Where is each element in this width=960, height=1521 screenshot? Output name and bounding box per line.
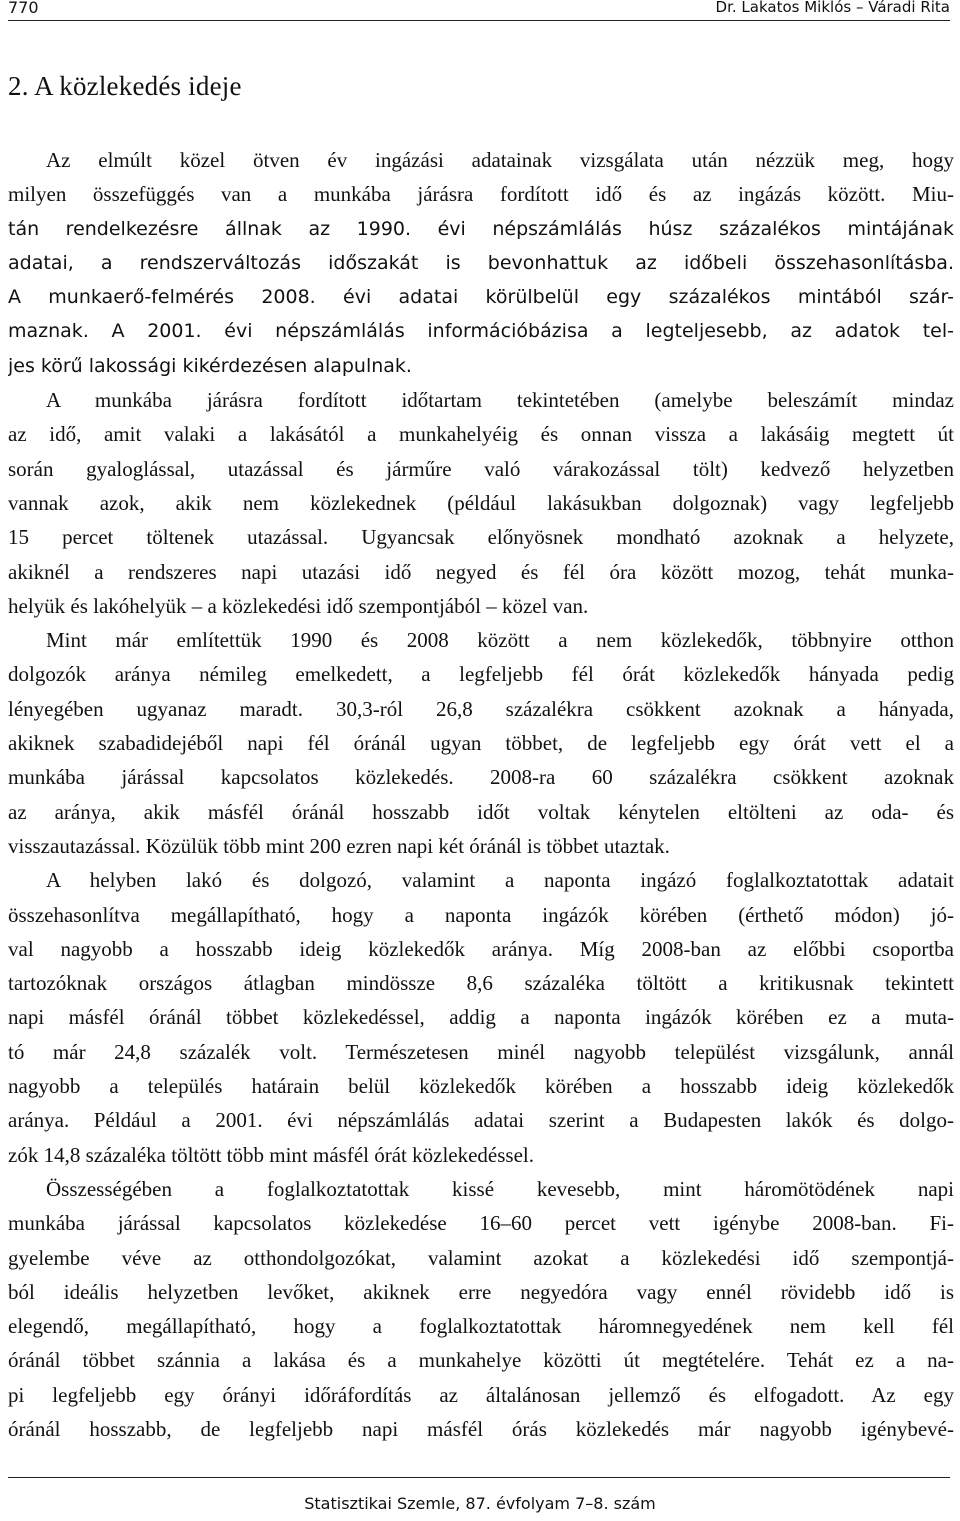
text-line: munkába járással kapcsolatos közlekedés. 2008-ra 60 százalékra csökkent azoknak	[8, 765, 954, 790]
text-line: Az elmúlt közel ötven év ingázási adatainak vizsgálata után nézzük meg, hogy	[46, 148, 954, 172]
text-line: tán rendelkezésre állnak az 1990. évi népszámlálás húsz százalékos mintájának	[8, 217, 954, 240]
text-line: lényegében ugyanaz maradt. 30,3-ról 26,8 százalékra csökkent azoknak a hányada,	[8, 696, 954, 721]
text-line: Mint már említettük 1990 és 2008 között a nem közlekedők, többnyire otthon	[46, 628, 954, 653]
text-line: vannak azok, akik nem közlekednek (például lakásukban dolgoznak) vagy legfeljebb	[8, 490, 954, 515]
page-number: 770	[8, 0, 39, 17]
text-line: pi legfeljebb egy órányi időráfordítás az általánosan jellemző és elfogadott. Az egy	[8, 1382, 954, 1407]
text-line: gyelembe véve az otthondolgozókat, valamint azokat a közlekedési idő szempontjá-	[8, 1245, 954, 1270]
text-line: tó már 24,8 százalék volt. Természetesen minél nagyobb települést vizsgálunk, annál	[8, 1039, 954, 1064]
text-line: óránál többet szánnia a lakása és a munkahelye közötti út megtételére. Tehát ez a na-	[8, 1348, 954, 1373]
text-line: Összességében a foglalkoztatottak kissé kevesebb, mint háromötödének napi	[46, 1176, 954, 1201]
text-line: visszautazással. Közülük több mint 200 ezren napi két óránál is többet utaztak.	[8, 833, 670, 858]
text-line: akiknek szabadidejéből napi fél óránál ugyan többet, de legfeljebb egy órát vett el a	[8, 731, 954, 756]
text-line: ból ideális helyzetben levőket, akiknek erre negyedóra vagy ennél rövidebb idő is	[8, 1279, 954, 1304]
text-line: nagyobb a település határain belül közlekedők körében a hosszabb ideig közlekedők	[8, 1074, 954, 1099]
footer-divider	[8, 1477, 950, 1478]
text-line: akiknél a rendszeres napi utazási idő negyed és fél óra között mozog, tehát munka-	[8, 559, 954, 584]
section-title: 2. A közlekedés ideje	[8, 71, 242, 101]
text-line: összehasonlítva megállapítható, hogy a naponta ingázók körében (érthető módon) jó-	[8, 902, 954, 927]
text-line: 15 percet töltenek utazással. Ugyancsak előnyösnek mondható azoknak a helyzete,	[8, 525, 954, 550]
text-line: jes körű lakossági kikérdezésen alapulnak.	[8, 354, 412, 377]
body-text	[8, 143, 954, 1446]
text-line: napi másfél óránál többet közlekedéssel, addig a naponta ingázók körében ez a muta-	[8, 1005, 954, 1030]
text-line: az aránya, akik másfél óránál hosszabb időt voltak kénytelen eltölteni az oda- és	[8, 799, 954, 824]
text-line: aránya. Például a 2001. évi népszámlálás adatai szerint a Budapesten lakók és dolgo-	[8, 1108, 954, 1133]
text-line: dolgozók aránya némileg emelkedett, a legfeljebb fél órát közlekedők hányada pedig	[8, 662, 954, 687]
page-header	[8, 0, 950, 21]
text-line: helyük és lakóhelyük – a közlekedési idő szempontjából – közel van.	[8, 593, 589, 618]
text-line: tartozóknak országos átlagban mindössze 8,6 százaléka töltött a kritikusnak tekintett	[8, 971, 954, 996]
text-line: milyen összefüggés van a munkába járásra fordított idő és az ingázás között. Miu-	[8, 182, 954, 207]
text-line: val nagyobb a hosszabb ideig közlekedők aránya. Míg 2008-ban az előbbi csoportba	[8, 936, 954, 961]
text-line: adatai, a rendszerváltozás időszakát is bevonhattuk az időbeli összehasonlításba.	[8, 251, 954, 274]
page-footer: Statisztikai Szemle, 87. évfolyam 7–8. szám	[304, 1494, 656, 1513]
text-line: A munkába járásra fordított időtartam tekintetében (amelybe beleszámít mindaz	[46, 388, 954, 413]
text-line: maznak. A 2001. évi népszámlálás információbázisa a legteljesebb, az adatok tel-	[8, 320, 954, 343]
text-line: zók 14,8 százaléka töltött több mint másfél órát közlekedéssel.	[8, 1142, 535, 1167]
text-line: A munkaerő-felmérés 2008. évi adatai körülbelül egy százalékos mintából szár-	[8, 286, 954, 309]
running-head-authors: Dr. Lakatos Miklós – Váradi Rita	[715, 0, 950, 16]
text-line: munkába járással kapcsolatos közlekedése 16–60 percet vett igénybe 2008-ban. Fi-	[8, 1211, 954, 1236]
text-line: óránál hosszabb, de legfeljebb napi másfél órás közlekedés már nagyobb igénybevé-	[8, 1416, 954, 1441]
text-line: A helyben lakó és dolgozó, valamint a naponta ingázó foglalkoztatottak adatait	[46, 868, 954, 893]
text-line: során gyaloglással, utazással és járműre való várakozással tölt) kedvező helyzetben	[8, 456, 954, 481]
text-line: elegendő, megállapítható, hogy a foglalkoztatottak háromnegyedének nem kell fél	[8, 1314, 954, 1339]
text-line: az idő, amit valaki a lakásától a munkahelyéig és onnan vissza a lakásáig megtett út	[8, 422, 954, 447]
